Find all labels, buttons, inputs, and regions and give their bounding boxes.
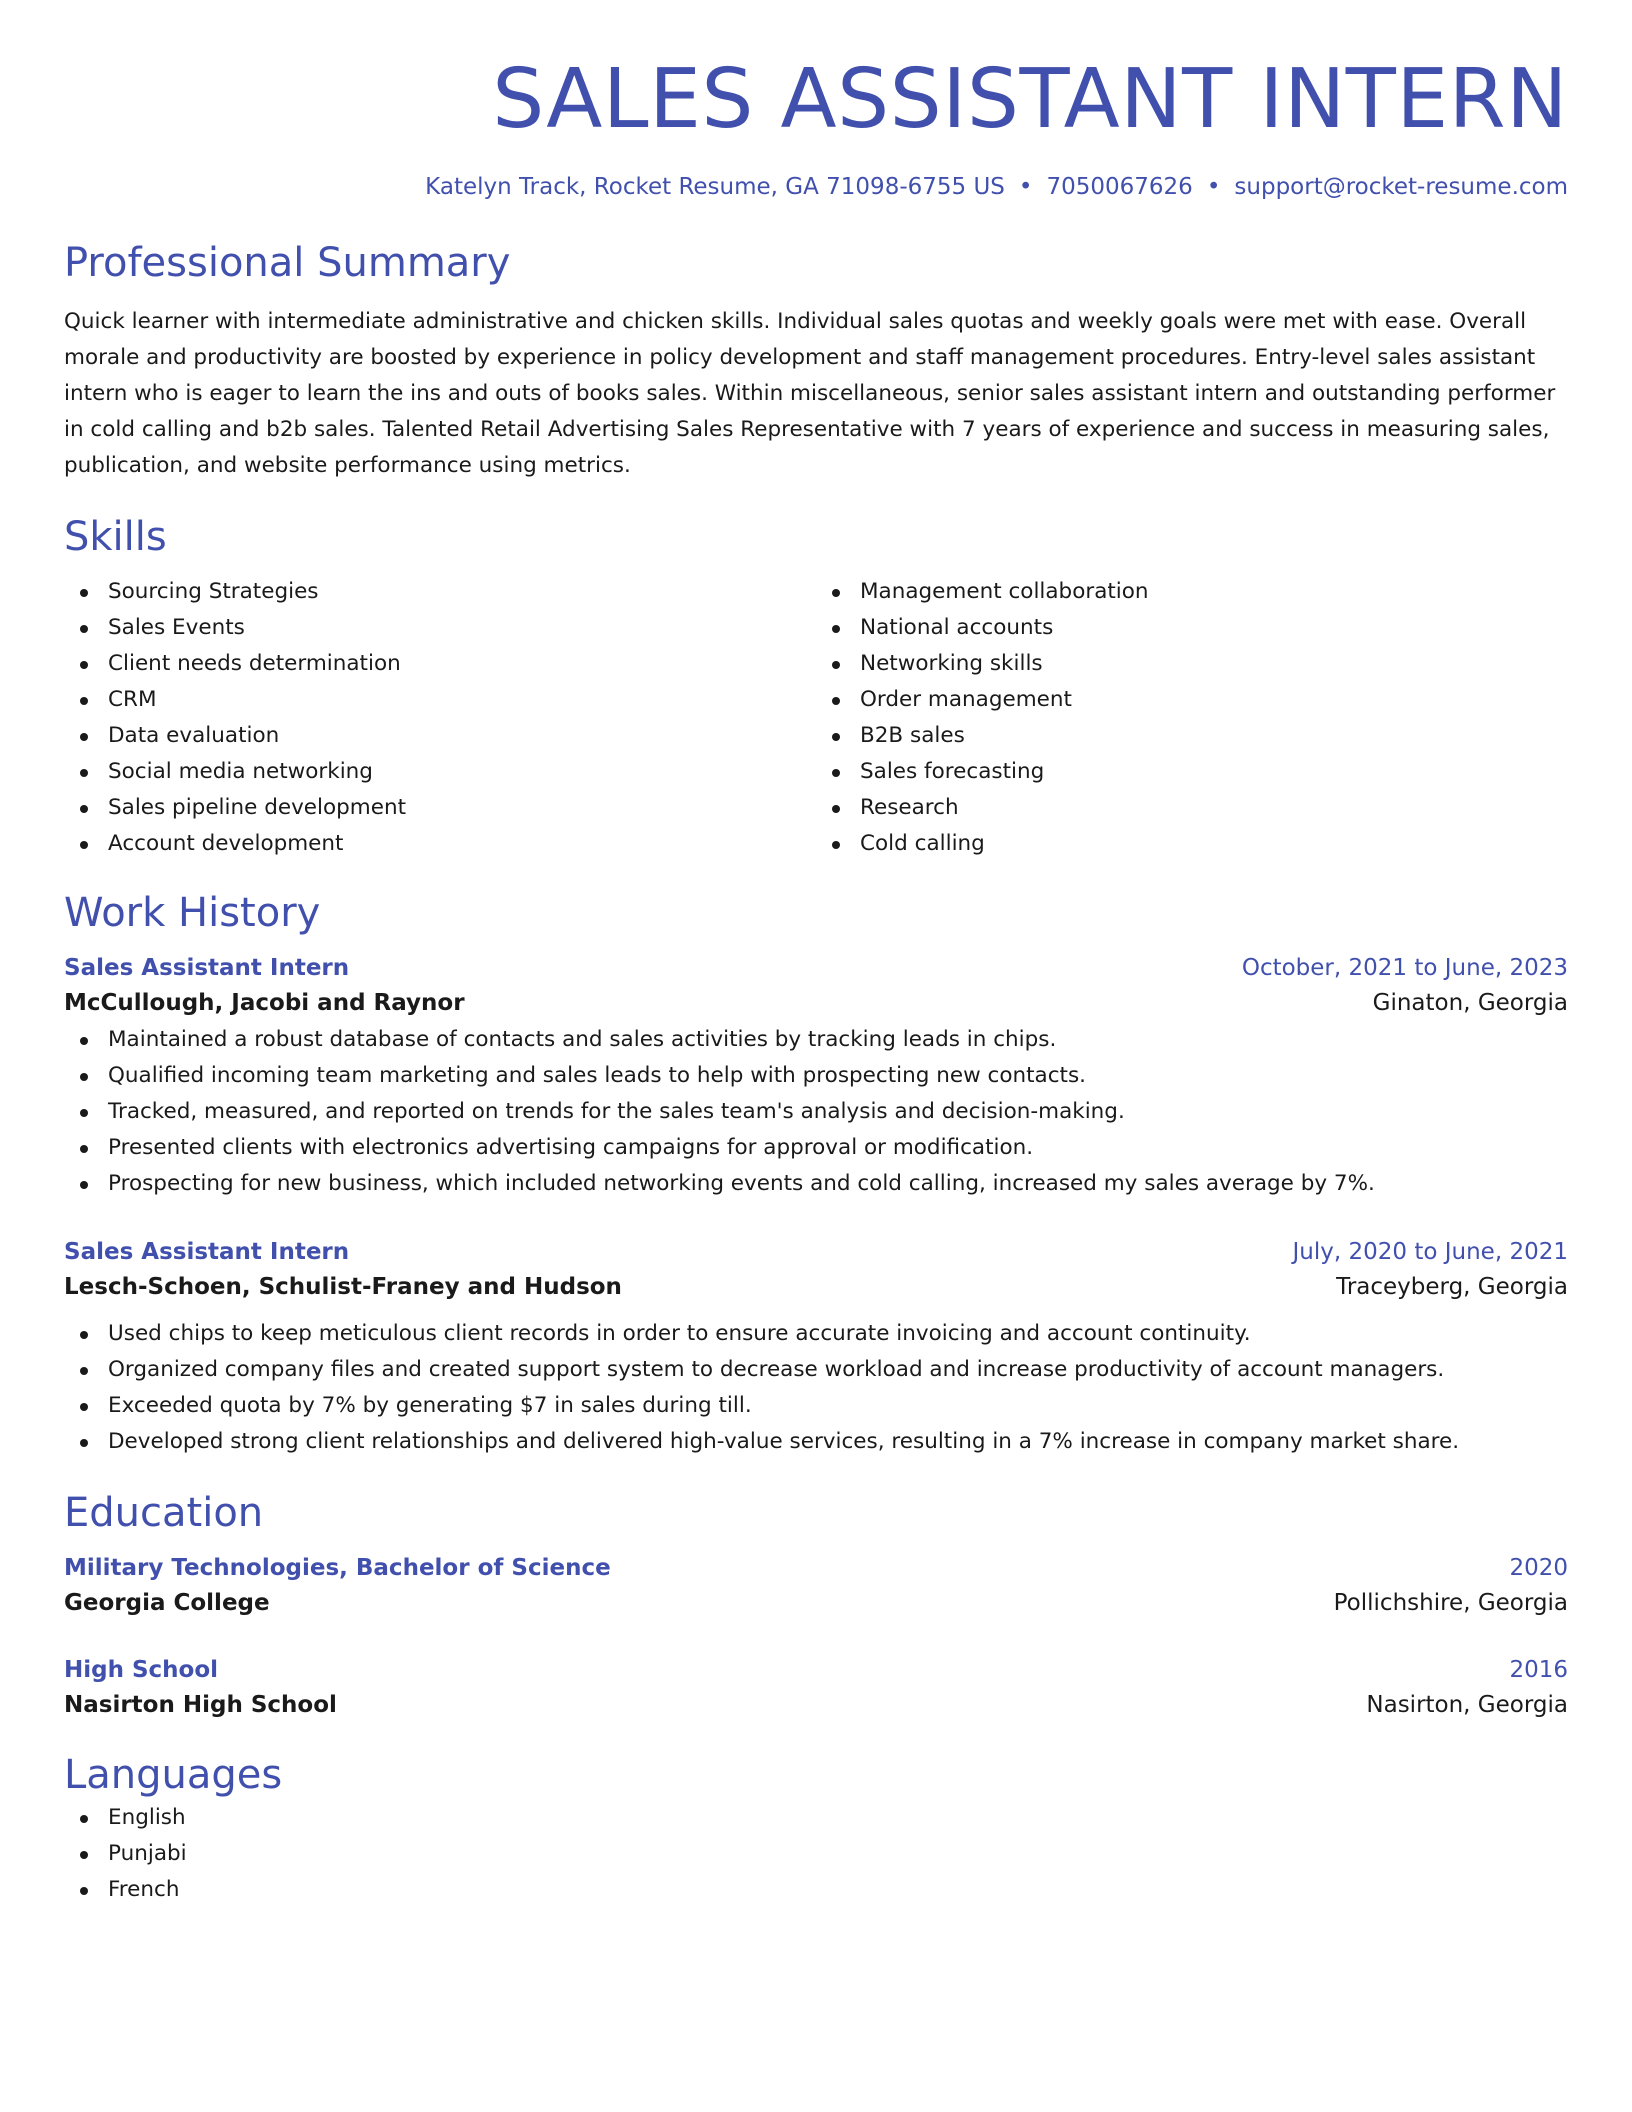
education-school: Nasirton High School: [64, 1692, 337, 1718]
skills-column-right: [816, 574, 1568, 862]
contact-separator: •: [1206, 174, 1221, 200]
skill-item: Networking skills: [816, 646, 1568, 682]
job-bullet: Organized company files and created support system to decrease workload and increase productivity of account managers.: [64, 1352, 1568, 1388]
job-location: Traceyberg, Georgia: [1336, 1274, 1568, 1300]
skill-item: Sales Events: [64, 610, 816, 646]
education-school: Georgia College: [64, 1590, 270, 1616]
job-bullet: Presented clients with electronics advertising campaigns for approval or modification.: [64, 1130, 1568, 1166]
section-heading-summary: Professional Summary: [64, 240, 511, 286]
skill-item: CRM: [64, 682, 816, 718]
job-bullet-list: [64, 1316, 1568, 1460]
education-location: Nasirton, Georgia: [1366, 1692, 1568, 1718]
job-dates: July, 2020 to June, 2021: [1292, 1239, 1568, 1265]
job-entry: [64, 1236, 1568, 1460]
education-degree: High School: [64, 1657, 219, 1683]
education-degree: Military Technologies, Bachelor of Science: [64, 1555, 611, 1581]
job-role: Sales Assistant Intern: [64, 955, 350, 981]
education-year: 2016: [1509, 1657, 1568, 1683]
skill-item: Sales pipeline development: [64, 790, 816, 826]
job-bullet: Qualified incoming team marketing and sales leads to help with prospecting new contacts.: [64, 1058, 1568, 1094]
language-item: Punjabi: [64, 1836, 1568, 1872]
skill-item: Social media networking: [64, 754, 816, 790]
skill-item: Sales forecasting: [816, 754, 1568, 790]
skill-item: Data evaluation: [64, 718, 816, 754]
contact-phone: 7050067626: [1046, 174, 1193, 200]
job-bullet: Exceeded quota by 7% by generating $7 in sales during till.: [64, 1388, 1568, 1424]
job-bullet-list: [64, 1022, 1568, 1202]
skill-item: National accounts: [816, 610, 1568, 646]
contact-separator: •: [1018, 174, 1033, 200]
job-entry: [64, 952, 1568, 1202]
skills-list: [64, 574, 1568, 862]
section-heading-languages: Languages: [64, 1752, 283, 1798]
skill-item: Research: [816, 790, 1568, 826]
skills-column-left: [64, 574, 816, 862]
skill-item: Cold calling: [816, 826, 1568, 862]
job-bullet: Prospecting for new business, which included networking events and cold calling, increased my sales average by 7%.: [64, 1166, 1568, 1202]
skill-item: Account development: [64, 826, 816, 862]
education-location: Pollichshire, Georgia: [1333, 1590, 1568, 1616]
section-heading-education: Education: [64, 1490, 264, 1536]
resume-title: SALES ASSISTANT INTERN: [492, 52, 1568, 147]
skill-item: Order management: [816, 682, 1568, 718]
skill-item: Client needs determination: [64, 646, 816, 682]
contact-line: [64, 172, 1568, 202]
contact-address: Katelyn Track, Rocket Resume, GA 71098-6755 US: [425, 174, 1005, 200]
job-bullet: Used chips to keep meticulous client records in order to ensure accurate invoicing and account continuity.: [64, 1316, 1568, 1352]
job-bullet: Maintained a robust database of contacts and sales activities by tracking leads in chips.: [64, 1022, 1568, 1058]
job-role: Sales Assistant Intern: [64, 1239, 350, 1265]
job-dates: October, 2021 to June, 2023: [1241, 955, 1568, 981]
language-item: English: [64, 1800, 1568, 1836]
languages-list: [64, 1800, 1568, 1908]
job-bullet: Tracked, measured, and reported on trends for the sales team's analysis and decision-making.: [64, 1094, 1568, 1130]
skill-item: B2B sales: [816, 718, 1568, 754]
section-heading-skills: Skills: [64, 514, 167, 560]
job-location: Ginaton, Georgia: [1372, 990, 1568, 1016]
education-entry: [64, 1654, 1568, 1724]
skill-item: Management collaboration: [816, 574, 1568, 610]
education-entry: [64, 1552, 1568, 1622]
job-company: Lesch-Schoen, Schulist-Franey and Hudson: [64, 1274, 622, 1300]
contact-email[interactable]: support@rocket-resume.com: [1234, 174, 1568, 200]
summary-text: Quick learner with intermediate administrative and chicken skills. Individual sales quotas and weekly goals were met with ease. Overall morale and productivity are boosted by experience in policy development and staff management procedures. Entry-level sales assistant intern who is eager to learn the ins and outs of books sales. Within miscellaneous, senior sales assistant intern and outstanding performer in cold calling and b2b sales. Talented Retail Advertising Sales Representative with 7 years of experience and success in measuring sales, publication, and website performance using metrics.: [64, 309, 1556, 478]
education-year: 2020: [1509, 1555, 1568, 1581]
job-company: McCullough, Jacobi and Raynor: [64, 990, 465, 1016]
job-bullet: Developed strong client relationships and delivered high-value services, resulting in a 7% increase in company market share.: [64, 1424, 1568, 1460]
language-item: French: [64, 1872, 1568, 1908]
section-heading-work-history: Work History: [64, 890, 321, 936]
skill-item: Sourcing Strategies: [64, 574, 816, 610]
